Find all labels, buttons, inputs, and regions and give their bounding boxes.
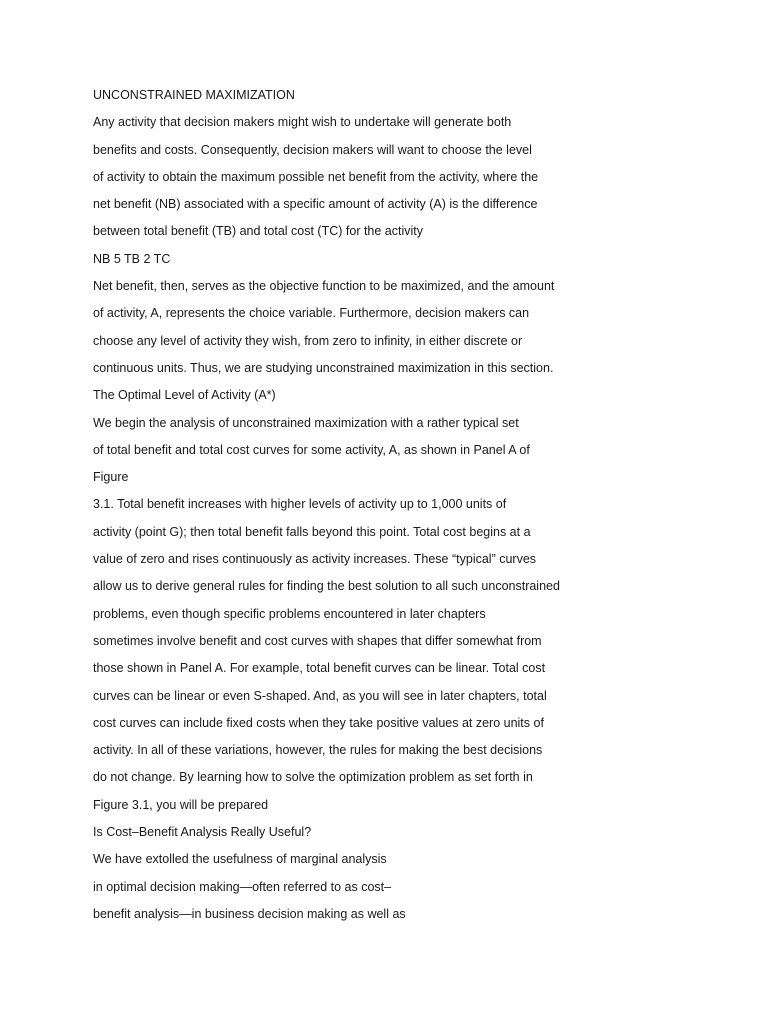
text-line: curves can be linear or even S-shaped. And, as you will see in later chapters, total [93,688,547,703]
text-line: do not change. By learning how to solve the optimization problem as set forth in [93,770,533,785]
text-line: We begin the analysis of unconstrained maximization with a rather typical set [93,415,519,430]
text-line: allow us to derive general rules for finding the best solution to all such unconstrained [93,579,560,594]
text-line: choose any level of activity they wish, from zero to infinity, in either discrete or [93,333,523,348]
subsection-heading: The Optimal Level of Activity (A*) [93,388,276,403]
text-line: value of zero and rises continuously as activity increases. These “typical” curves [93,552,537,567]
text-line: benefit analysis—in business decision making as well as [93,906,406,921]
text-line: activity. In all of these variations, however, the rules for making the best decisions [93,743,543,758]
text-line: those shown in Panel A. For example, total benefit curves can be linear. Total cost [93,661,546,676]
document-body [93,82,733,928]
text-line: Any activity that decision makers might wish to undertake will generate both [93,115,512,130]
text-line: 3.1. Total benefit increases with higher levels of activity up to 1,000 units of [93,497,507,512]
text-line: Figure 3.1, you will be prepared [93,797,269,812]
text-line: sometimes involve benefit and cost curves with shapes that differ somewhat from [93,633,542,648]
text-line: in optimal decision making—often referred to as cost– [93,879,392,894]
text-line: We have extolled the usefulness of marginal analysis [93,852,387,867]
text-line: of total benefit and total cost curves for some activity, A, as shown in Panel A of [93,442,530,457]
text-line: Net benefit, then, serves as the objective function to be maximized, and the amount [93,279,555,294]
text-line: continuous units. Thus, we are studying unconstrained maximization in this section. [93,360,554,375]
text-line: between total benefit (TB) and total cost (TC) for the activity [93,224,424,239]
text-line: benefits and costs. Consequently, decision makers will want to choose the level [93,142,532,157]
subsection-heading: Is Cost–Benefit Analysis Really Useful? [93,825,312,840]
equation-line: NB 5 TB 2 TC [93,251,171,266]
text-line: problems, even though specific problems encountered in later chapters [93,606,486,621]
text-line: net benefit (NB) associated with a specific amount of activity (A) is the difference [93,197,538,212]
text-line: of activity, A, represents the choice variable. Furthermore, decision makers can [93,306,530,321]
section-heading: UNCONSTRAINED MAXIMIZATION [93,88,295,102]
text-line: activity (point G); then total benefit falls beyond this point. Total cost begins at a [93,524,531,539]
text-line: of activity to obtain the maximum possible net benefit from the activity, where the [93,169,539,184]
text-line: Figure [93,470,129,485]
text-line: cost curves can include fixed costs when they take positive values at zero units of [93,715,544,730]
